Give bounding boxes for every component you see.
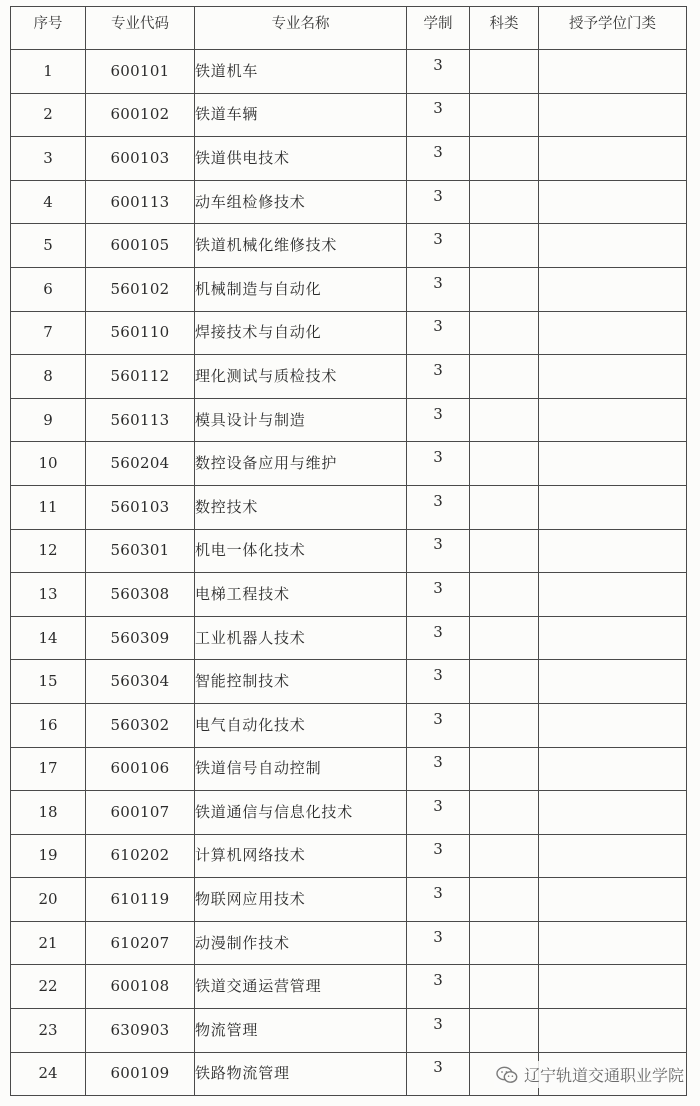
years-value: 3 — [433, 796, 443, 815]
cell-name: 数控设备应用与维护 — [195, 442, 407, 486]
table-row — [11, 224, 687, 268]
cell-degree — [539, 1009, 687, 1053]
cell-years — [407, 311, 470, 355]
cell-category — [470, 355, 539, 399]
cell-seq: 11 — [11, 485, 86, 529]
cell-code: 610207 — [86, 921, 195, 965]
years-value: 3 — [433, 360, 443, 379]
header-degree: 授予学位门类 — [539, 7, 687, 50]
table-row — [11, 1009, 687, 1053]
cell-seq: 8 — [11, 355, 86, 399]
years-value: 3 — [433, 448, 443, 467]
cell-category — [470, 267, 539, 311]
years-value: 3 — [433, 535, 443, 554]
cell-seq: 10 — [11, 442, 86, 486]
years-value: 3 — [433, 230, 443, 249]
cell-seq: 22 — [11, 965, 86, 1009]
cell-years — [407, 616, 470, 660]
years-value: 3 — [433, 55, 443, 74]
cell-name: 铁道机车 — [195, 50, 407, 94]
cell-years — [407, 1052, 470, 1096]
cell-code: 560204 — [86, 442, 195, 486]
cell-years — [407, 573, 470, 617]
cell-name: 铁道供电技术 — [195, 137, 407, 181]
table-row — [11, 398, 687, 442]
cell-code: 610202 — [86, 834, 195, 878]
cell-name: 铁道通信与信息化技术 — [195, 791, 407, 835]
cell-years — [407, 180, 470, 224]
cell-name: 机电一体化技术 — [195, 529, 407, 573]
cell-category — [470, 180, 539, 224]
cell-code: 560112 — [86, 355, 195, 399]
cell-code: 600102 — [86, 93, 195, 137]
cell-years — [407, 485, 470, 529]
cell-category — [470, 747, 539, 791]
table-row — [11, 529, 687, 573]
cell-seq: 9 — [11, 398, 86, 442]
table-row — [11, 355, 687, 399]
cell-seq: 24 — [11, 1052, 86, 1096]
cell-degree — [539, 224, 687, 268]
header-years: 学制 — [407, 7, 470, 50]
table-row — [11, 878, 687, 922]
cell-seq: 3 — [11, 137, 86, 181]
years-value: 3 — [433, 1014, 443, 1033]
table-row — [11, 267, 687, 311]
cell-code: 600109 — [86, 1052, 195, 1096]
header-name: 专业名称 — [195, 7, 407, 50]
cell-degree — [539, 834, 687, 878]
cell-category — [470, 878, 539, 922]
cell-category — [470, 50, 539, 94]
cell-seq: 2 — [11, 93, 86, 137]
cell-name: 电气自动化技术 — [195, 703, 407, 747]
cell-category — [470, 791, 539, 835]
cell-years — [407, 398, 470, 442]
cell-seq: 14 — [11, 616, 86, 660]
cell-seq: 16 — [11, 703, 86, 747]
years-value: 3 — [433, 971, 443, 990]
cell-category — [470, 311, 539, 355]
cell-years — [407, 834, 470, 878]
cell-code: 600103 — [86, 137, 195, 181]
table-row — [11, 485, 687, 529]
years-value: 3 — [433, 491, 443, 510]
years-value: 3 — [433, 317, 443, 336]
cell-code: 560102 — [86, 267, 195, 311]
cell-degree — [539, 747, 687, 791]
cell-name: 智能控制技术 — [195, 660, 407, 704]
cell-degree — [539, 965, 687, 1009]
table-row — [11, 834, 687, 878]
years-value: 3 — [433, 1058, 443, 1077]
cell-category — [470, 616, 539, 660]
watermark — [494, 1061, 686, 1088]
table-row — [11, 137, 687, 181]
cell-code: 600107 — [86, 791, 195, 835]
cell-category — [470, 965, 539, 1009]
cell-category — [470, 660, 539, 704]
cell-name: 物流管理 — [195, 1009, 407, 1053]
cell-category — [470, 137, 539, 181]
cell-degree — [539, 529, 687, 573]
cell-code: 560302 — [86, 703, 195, 747]
cell-years — [407, 267, 470, 311]
cell-code: 600113 — [86, 180, 195, 224]
cell-years — [407, 355, 470, 399]
cell-category — [470, 93, 539, 137]
cell-degree — [539, 137, 687, 181]
cell-code: 560113 — [86, 398, 195, 442]
years-value: 3 — [433, 186, 443, 205]
cell-seq: 17 — [11, 747, 86, 791]
cell-seq: 6 — [11, 267, 86, 311]
cell-code: 600108 — [86, 965, 195, 1009]
cell-name: 理化测试与质检技术 — [195, 355, 407, 399]
cell-category — [470, 703, 539, 747]
years-value: 3 — [433, 666, 443, 685]
cell-name: 模具设计与制造 — [195, 398, 407, 442]
years-value: 3 — [433, 709, 443, 728]
cell-name: 铁道信号自动控制 — [195, 747, 407, 791]
majors-table — [10, 6, 687, 1096]
years-value: 3 — [433, 622, 443, 641]
cell-name: 工业机器人技术 — [195, 616, 407, 660]
years-value: 3 — [433, 273, 443, 292]
cell-category — [470, 921, 539, 965]
wechat-icon — [496, 1066, 518, 1084]
cell-code: 560301 — [86, 529, 195, 573]
cell-years — [407, 660, 470, 704]
cell-degree — [539, 791, 687, 835]
cell-degree — [539, 311, 687, 355]
cell-name: 铁路物流管理 — [195, 1052, 407, 1096]
cell-name: 动漫制作技术 — [195, 921, 407, 965]
cell-name: 电梯工程技术 — [195, 573, 407, 617]
cell-name: 物联网应用技术 — [195, 878, 407, 922]
cell-category — [470, 1009, 539, 1053]
cell-category — [470, 573, 539, 617]
cell-code: 560309 — [86, 616, 195, 660]
cell-degree — [539, 703, 687, 747]
table-row — [11, 660, 687, 704]
cell-name: 数控技术 — [195, 485, 407, 529]
cell-name: 铁道机械化维修技术 — [195, 224, 407, 268]
cell-years — [407, 703, 470, 747]
years-value: 3 — [433, 99, 443, 118]
cell-degree — [539, 616, 687, 660]
cell-category — [470, 224, 539, 268]
cell-years — [407, 747, 470, 791]
cell-code: 600101 — [86, 50, 195, 94]
cell-seq: 7 — [11, 311, 86, 355]
table-row — [11, 442, 687, 486]
cell-category — [470, 442, 539, 486]
header-code: 专业代码 — [86, 7, 195, 50]
cell-degree — [539, 398, 687, 442]
cell-code: 560308 — [86, 573, 195, 617]
cell-years — [407, 791, 470, 835]
cell-years — [407, 1009, 470, 1053]
cell-degree — [539, 921, 687, 965]
table-row — [11, 965, 687, 1009]
cell-seq: 12 — [11, 529, 86, 573]
table-header-row — [11, 7, 687, 50]
cell-years — [407, 965, 470, 1009]
cell-seq: 5 — [11, 224, 86, 268]
cell-seq: 1 — [11, 50, 86, 94]
cell-years — [407, 529, 470, 573]
cell-category — [470, 485, 539, 529]
cell-name: 计算机网络技术 — [195, 834, 407, 878]
cell-category — [470, 529, 539, 573]
table-row — [11, 311, 687, 355]
cell-years — [407, 93, 470, 137]
cell-name: 铁道交通运营管理 — [195, 965, 407, 1009]
table-row — [11, 616, 687, 660]
cell-seq: 20 — [11, 878, 86, 922]
cell-years — [407, 137, 470, 181]
cell-name: 机械制造与自动化 — [195, 267, 407, 311]
cell-years — [407, 224, 470, 268]
watermark-text: 辽宁轨道交通职业学院 — [523, 1066, 684, 1085]
cell-degree — [539, 180, 687, 224]
years-value: 3 — [433, 884, 443, 903]
years-value: 3 — [433, 142, 443, 161]
cell-degree — [539, 442, 687, 486]
table-row — [11, 180, 687, 224]
years-value: 3 — [433, 404, 443, 423]
cell-category — [470, 834, 539, 878]
cell-name: 铁道车辆 — [195, 93, 407, 137]
cell-degree — [539, 93, 687, 137]
cell-seq: 23 — [11, 1009, 86, 1053]
table-row — [11, 791, 687, 835]
cell-seq: 18 — [11, 791, 86, 835]
cell-seq: 15 — [11, 660, 86, 704]
years-value: 3 — [433, 927, 443, 946]
cell-code: 560103 — [86, 485, 195, 529]
cell-years — [407, 878, 470, 922]
cell-name: 焊接技术与自动化 — [195, 311, 407, 355]
cell-years — [407, 50, 470, 94]
header-seq: 序号 — [11, 7, 86, 50]
cell-category — [470, 398, 539, 442]
cell-degree — [539, 355, 687, 399]
cell-code: 600105 — [86, 224, 195, 268]
cell-degree — [539, 267, 687, 311]
table-row — [11, 747, 687, 791]
cell-seq: 19 — [11, 834, 86, 878]
table-row — [11, 573, 687, 617]
cell-degree — [539, 573, 687, 617]
cell-code: 630903 — [86, 1009, 195, 1053]
table-row — [11, 93, 687, 137]
years-value: 3 — [433, 578, 443, 597]
cell-seq: 21 — [11, 921, 86, 965]
cell-degree — [539, 50, 687, 94]
header-category: 科类 — [470, 7, 539, 50]
cell-years — [407, 442, 470, 486]
cell-code: 600106 — [86, 747, 195, 791]
years-value: 3 — [433, 840, 443, 859]
cell-name: 动车组检修技术 — [195, 180, 407, 224]
cell-degree — [539, 878, 687, 922]
cell-code: 610119 — [86, 878, 195, 922]
cell-code: 560304 — [86, 660, 195, 704]
table-row — [11, 703, 687, 747]
cell-degree — [539, 485, 687, 529]
table-row — [11, 50, 687, 94]
table-row — [11, 921, 687, 965]
cell-seq: 13 — [11, 573, 86, 617]
years-value: 3 — [433, 753, 443, 772]
cell-degree — [539, 660, 687, 704]
cell-seq: 4 — [11, 180, 86, 224]
cell-years — [407, 921, 470, 965]
cell-code: 560110 — [86, 311, 195, 355]
